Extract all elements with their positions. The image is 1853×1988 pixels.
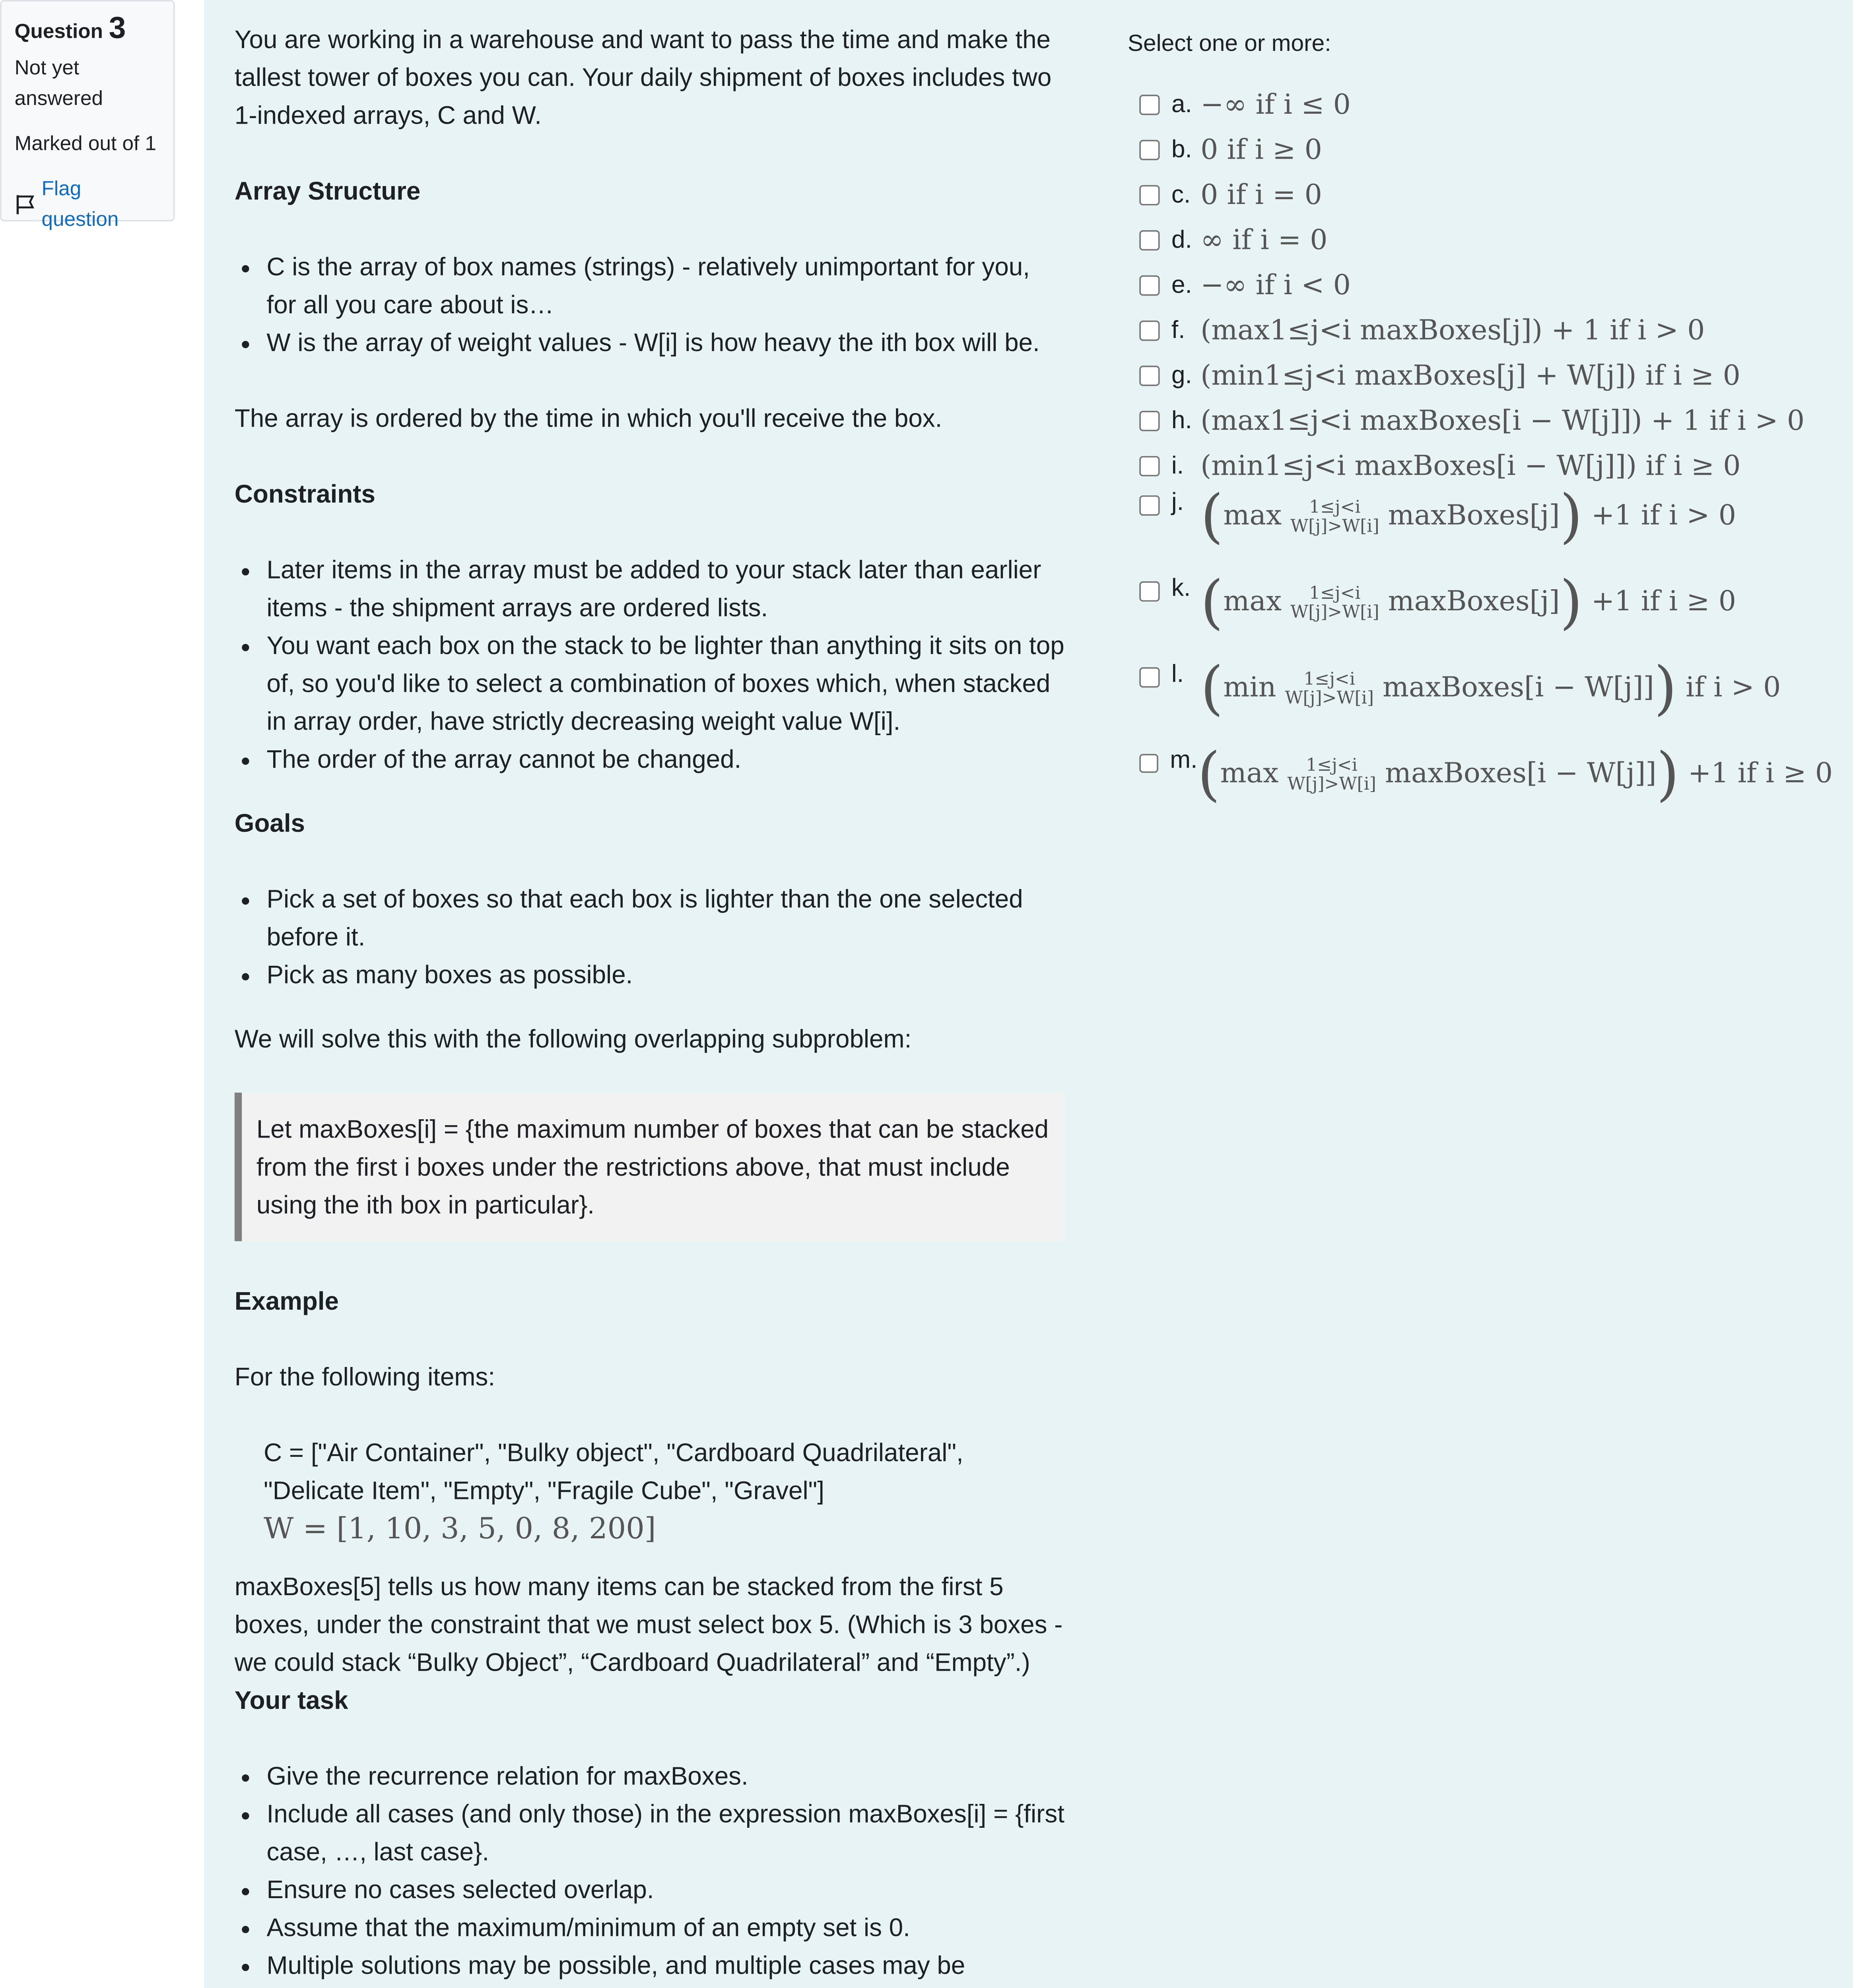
option-operator: max [1223,585,1282,618]
option-l-checkbox[interactable] [1139,667,1160,687]
option-i[interactable] [1128,443,1827,488]
intro-paragraph: You are working in a warehouse and want to pass the time and make the tallest tower of boxes you can. Your daily shipment of boxes includes two 1-indexed arrays, C and W. [234,25,1052,130]
option-expression: (max1≤j<i maxBoxes[j]) + 1 if i > 0 [1200,314,1705,346]
subproblem-intro: We will solve this with the following overlapping subproblem: [234,1024,912,1054]
w-array: W = [1, 10, 3, 5, 0, 8, 200] [264,1510,656,1546]
option-operator: min [1223,672,1276,704]
option-letter: a. [1171,89,1192,117]
constraints-list [235,551,1065,778]
heading-goals: Goals [234,808,305,838]
option-letter: l. [1171,660,1184,688]
flag-label: Flag question [41,176,119,230]
definition-block [235,1093,1065,1241]
option-expression: (max 1≤j<i W[j]>W[i] maxBoxes[i − W[j]]) +1 if i ≥ 0 [1197,741,1833,809]
option-body: maxBoxes[j] [1388,499,1560,532]
option-subscript: 1≤j<i W[j]>W[i] [1290,497,1379,536]
example-explanation: maxBoxes[5] tells us how many items can be stacked from the first 5 boxes, under the constraint that we must select box 5. (Which is 3 boxes - we could stack “Bulky Object”, “Cardboard Quadrilateral” and “Empty”.) [234,1572,1063,1677]
definition-text: Let maxBoxes[i] = {the maximum number of boxes that can be stacked from the first i boxes under the restrictions above, that must include using the ith box in particular}. [256,1114,1049,1219]
option-g-checkbox[interactable] [1139,365,1160,385]
answer-prompt: Select one or more: [1127,32,1331,57]
option-expression: (max1≤j<i maxBoxes[i − W[j]]) + 1 if i > 0 [1200,404,1805,437]
option-i-checkbox[interactable] [1139,455,1160,476]
option-expression: (min1≤j<i maxBoxes[i − W[j]]) if i ≥ 0 [1200,449,1741,481]
question-grade: Marked out of 1 [14,131,157,155]
list-item: • Pick as many boxes as possible. [267,956,1065,994]
flag-icon [15,193,37,215]
option-l[interactable] [1128,655,1827,746]
option-body: maxBoxes[i − W[j]] [1383,672,1654,704]
heading-constraints: Constraints [234,479,375,509]
option-expression: (min 1≤j<i W[j]>W[i] maxBoxes[i − W[j]]) if i > 0 [1200,655,1781,723]
option-f-checkbox[interactable] [1139,320,1160,340]
list-item: • Multiple solutions may be possible, and multiple cases may be [267,1946,1065,1988]
list-item: • W is the array of weight values - W[i] is how heavy the ith box will be. [267,323,1065,361]
ordered-paragraph: The array is ordered by the time in which you'll receive the box. [234,403,942,433]
list-item: • Later items in the array must be added to your stack later than earlier items - the shipment arrays are ordered lists. [267,551,1065,627]
list-item: • Ensure no cases selected overlap. [267,1871,1065,1908]
heading-your-task: Your task [234,1685,348,1715]
option-d[interactable] [1128,217,1827,262]
list-item: • Assume that the maximum/minimum of an empty set is 0. [267,1908,1065,1946]
option-tail: if i > 0 [1686,672,1781,704]
option-f[interactable] [1128,307,1827,353]
heading-example: Example [234,1286,339,1316]
option-letter: c. [1171,180,1191,208]
question-content [204,0,1853,1988]
option-d-checkbox[interactable] [1139,229,1160,250]
option-letter: j. [1171,488,1184,516]
option-h-checkbox[interactable] [1139,410,1160,430]
option-letter: h. [1171,406,1192,434]
option-operator: max [1223,499,1282,532]
option-body: maxBoxes[i − W[j]] [1385,757,1657,790]
c-array: C = ["Air Container", "Bulky object", "Cardboard Quadrilateral", "Delicate Item", "Empty", "Fragile Cube", "Gravel"] [264,1438,963,1505]
list-item: • The order of the array cannot be changed. [267,740,1065,778]
option-letter: f. [1171,315,1185,343]
flag-question-link[interactable] [15,173,160,235]
heading-array-structure: Array Structure [234,176,421,206]
option-expression: (max 1≤j<i W[j]>W[i] maxBoxes[j]) +1 if i ≥ 0 [1200,569,1736,637]
option-letter: d. [1171,225,1192,253]
list-item: • You want each box on the stack to be lighter than anything it sits on top of, so you'd like to select a combination of boxes which, when stacked in array order, have strictly decreasing weight value W[i]. [267,627,1065,740]
question-text [235,20,1065,1988]
option-expression: ∞ if i = 0 [1200,223,1328,256]
option-letter: g. [1171,360,1192,388]
option-k-checkbox[interactable] [1139,581,1160,602]
option-c-checkbox[interactable] [1139,184,1160,204]
answer-options [1127,32,1833,832]
option-expression: (max 1≤j<i W[j]>W[i] maxBoxes[j]) +1 if i > 0 [1200,483,1736,551]
task-list [235,1757,1065,1988]
option-letter: b. [1171,134,1192,163]
option-b[interactable] [1128,127,1827,172]
option-expression: 0 if i = 0 [1200,178,1322,211]
option-expression: (min1≤j<i maxBoxes[j] + W[j]) if i ≥ 0 [1200,359,1740,391]
list-item: • Give the recurrence relation for maxBoxes. [267,1757,1065,1795]
example-arrays [235,1433,1065,1547]
option-j[interactable] [1128,483,1827,574]
structure-list [235,248,1065,361]
option-e[interactable] [1128,262,1827,308]
option-expression: −∞ if i < 0 [1200,269,1351,301]
option-m-checkbox[interactable] [1139,753,1158,773]
goals-list [235,880,1065,994]
option-subscript: 1≤j<i W[j]>W[i] [1287,754,1376,794]
option-a[interactable] [1128,82,1827,127]
option-letter: m. [1170,746,1198,774]
question-number [15,13,160,47]
option-g[interactable] [1128,353,1827,398]
option-subscript: 1≤j<i W[j]>W[i] [1285,668,1374,708]
option-tail: +1 if i ≥ 0 [1591,585,1736,618]
option-c[interactable] [1128,172,1827,217]
option-subscript: 1≤j<i W[j]>W[i] [1290,582,1379,622]
option-tail: +1 if i ≥ 0 [1688,757,1833,790]
option-m[interactable] [1128,741,1833,832]
list-item: • Include all cases (and only those) in the expression maxBoxes[i] = {first case, …, last case}. [267,1795,1065,1871]
option-expression: −∞ if i ≤ 0 [1200,88,1351,120]
option-e-checkbox[interactable] [1139,275,1160,295]
option-expression: 0 if i ≥ 0 [1200,133,1322,165]
option-a-checkbox[interactable] [1139,94,1160,114]
option-letter: e. [1171,270,1192,298]
option-letter: i. [1171,451,1184,479]
option-letter: k. [1171,574,1191,602]
list-item: • C is the array of box names (strings) - relatively unimportant for you, for all you care about is… [267,248,1065,324]
option-tail: +1 if i > 0 [1591,499,1736,532]
question-info [0,0,175,230]
question-label: Question [14,19,103,43]
option-body: maxBoxes[j] [1388,585,1560,618]
option-j-checkbox[interactable] [1139,495,1160,516]
example-intro: For the following items: [234,1362,495,1392]
option-b-checkbox[interactable] [1139,139,1160,159]
list-item: • Pick a set of boxes so that each box is lighter than the one selected before it. [267,880,1065,956]
option-k[interactable] [1128,569,1827,660]
option-h[interactable] [1128,398,1827,443]
question-number-value: 3 [109,12,126,45]
option-operator: max [1220,757,1279,790]
question-state: Not yet answered [14,55,103,109]
